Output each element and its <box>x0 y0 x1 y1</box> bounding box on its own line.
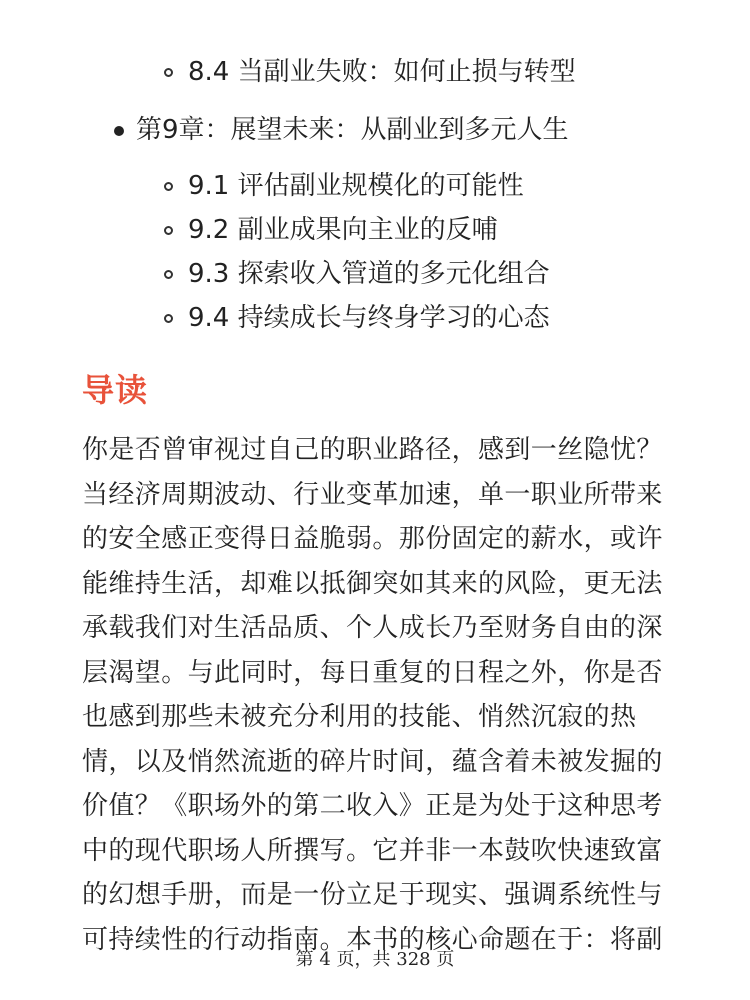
hollow-bullet-icon <box>164 226 173 235</box>
paragraph-line: 情，以及悄然流逝的碎片时间，蕴含着未被发掘的 <box>82 746 663 777</box>
paragraph-line: 的幻想手册，而是一份立足于现实、强调系统性与 <box>82 880 663 910</box>
toc-item: 9.1 评估副业规模化的可能性 <box>188 171 524 201</box>
solid-bullet-icon <box>114 126 124 136</box>
paragraph-line: 层渴望。与此同时，每日重复的日程之外，你是否 <box>82 657 663 688</box>
toc-item: 9.3 探索收入管道的多元化组合 <box>188 259 550 289</box>
toc-item: 9.2 副业成果向主业的反哺 <box>188 215 498 245</box>
paragraph-line: 的安全感正变得日益脆弱。那份固定的薪水，或许 <box>82 524 663 554</box>
paragraph-line: 价值？《职场外的第二收入》正是为处于这种思考 <box>82 791 663 821</box>
toc-item: 8.4 当副业失败：如何止损与转型 <box>188 57 576 87</box>
hollow-bullet-icon <box>164 314 173 323</box>
paragraph-line: 你是否曾审视过自己的职业路径，感到一丝隐忧？ <box>82 435 663 465</box>
body-paragraph <box>82 428 702 962</box>
hollow-bullet-icon <box>164 270 173 279</box>
paragraph-line: 可持续性的行动指南。本书的核心命题在于：将副 <box>82 924 663 955</box>
paragraph-line: 承载我们对生活品质、个人成长乃至财务自由的深 <box>82 613 663 643</box>
hollow-bullet-icon <box>164 182 173 191</box>
paragraph-line: 当经济周期波动、行业变革加速，单一职业所带来 <box>82 479 663 510</box>
paragraph-line: 也感到那些未被充分利用的技能、悄然沉寂的热 <box>82 702 637 732</box>
paragraph-line: 能维持生活，却难以抵御突如其来的风险，更无法 <box>82 568 663 599</box>
toc-chapter: 第9章：展望未来：从副业到多元人生 <box>136 115 569 145</box>
toc-item: 9.4 持续成长与终身学习的心态 <box>188 303 550 333</box>
page-number: 第 4 页，共 328 页 <box>295 949 455 970</box>
paragraph-line: 中的现代职场人所撰写。它并非一本鼓吹快速致富 <box>82 835 663 866</box>
section-heading: 导读 <box>82 371 149 409</box>
hollow-bullet-icon <box>164 68 173 77</box>
